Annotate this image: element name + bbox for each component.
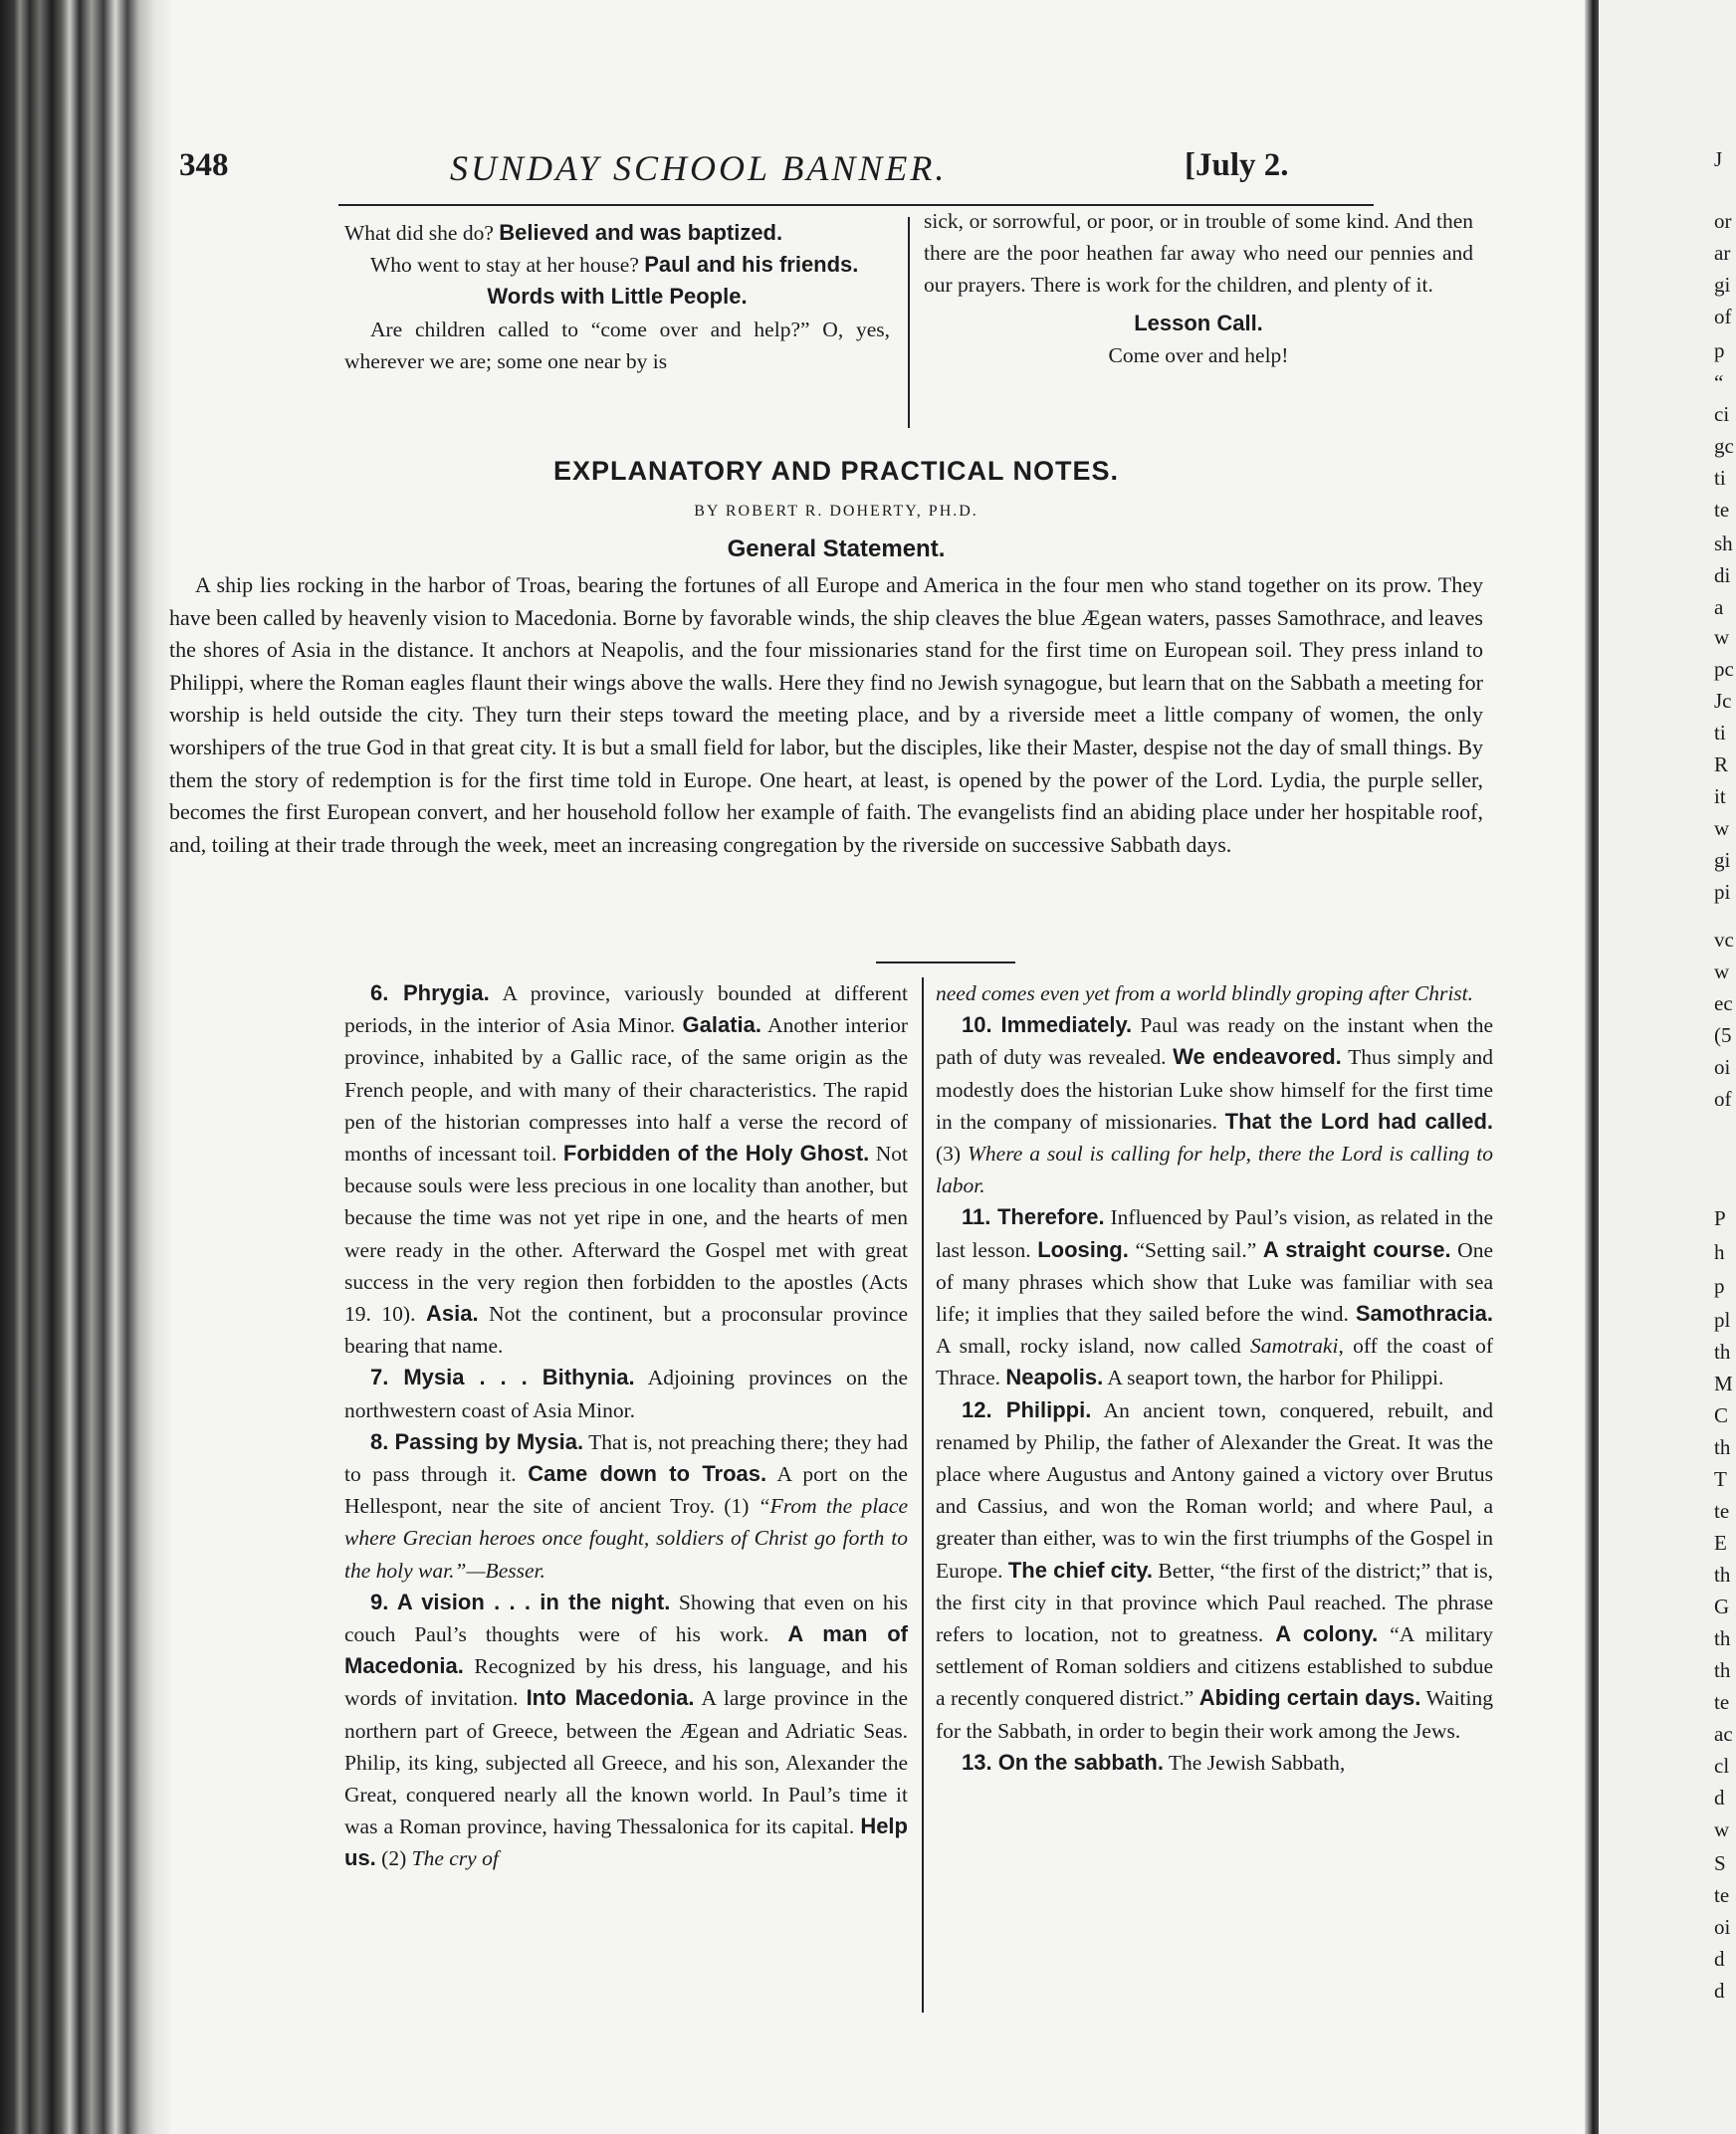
note-quote: Samotraki (1250, 1334, 1339, 1359)
note-text: (2) (375, 1846, 412, 1871)
note-text: A large province in the northern part of Greece, between the Ægean and Adriatic Seas. Philip, its king, subjected all Greece, and his son, Alexander the Great, conquered nearly all the known world. In Paul’s time it was a Roman province, having Thessalonica for its capital. (344, 1686, 908, 1839)
next-page-fragment: T (1714, 1467, 1727, 1491)
note-quote: The cry of (411, 1846, 499, 1871)
note-text: , off the coast of Thrace. (936, 1334, 1493, 1390)
next-page-fragment: pl (1714, 1308, 1731, 1332)
next-page-edge (1599, 0, 1736, 2134)
issue-date: [July 2. (1185, 147, 1289, 183)
next-page-fragment: w (1714, 625, 1730, 649)
note-verse-12 (936, 1394, 1493, 1747)
notes-title: EXPLANATORY AND PRACTICAL NOTES. (552, 456, 1120, 486)
next-page-fragment: pi (1714, 880, 1731, 904)
next-page-fragment: w (1714, 960, 1730, 983)
note-text: An ancient town, conquered, rebuilt, and renamed by Philip, the father of Alexander the Great. It was the place where Augustus and Antony gained a victory over Brutus and Cassius, and won the Roman world; and where Paul, a greater than either, was to win the first triumphs of the Gospel in Europe. (936, 1397, 1494, 1583)
next-page-fragment: vc (1714, 928, 1734, 952)
note-term: We endeavored. (1173, 1044, 1342, 1070)
next-page-fragment: gi (1714, 848, 1731, 872)
note-term: 13. On the sabbath. (962, 1749, 1164, 1775)
next-page-fragment: P (1714, 1206, 1726, 1230)
next-page-fragment: di (1714, 563, 1731, 587)
note-verse-13 (936, 1747, 1493, 1779)
next-page-fragment: te (1714, 1883, 1730, 1907)
note-text: One of many phrases which show that Luke was familiar with sea life; it implies that they sailed before the wind. (936, 1237, 1493, 1327)
note-text: Not the continent, but a proconsular province bearing that name. (344, 1302, 908, 1359)
note-term: Into Macedonia. (526, 1685, 695, 1711)
next-page-fragment: ci (1714, 402, 1730, 426)
note-term: 12. Philippi. (962, 1396, 1092, 1422)
note-quote: need comes even yet from a world blindly groping after Christ. (936, 981, 1474, 1005)
next-page-fragment: E (1714, 1531, 1727, 1555)
note-term: Asia. (426, 1301, 479, 1327)
next-page-fragment: th (1714, 1340, 1731, 1364)
page-number: 348 (179, 147, 229, 183)
note-term: A colony. (1275, 1621, 1379, 1647)
note-term: Forbidden of the Holy Ghost. (562, 1141, 870, 1167)
note-term: A man of Macedonia. (344, 1621, 909, 1679)
note-text: A small, rocky island, now called (936, 1334, 1251, 1359)
top-right-column (924, 205, 1473, 371)
next-page-fragment: p (1714, 1274, 1725, 1298)
little-people-text-continued: sick, or sorrowful, or poor, or in trouble of some kind. And then there are the poor heathen far away who need our pennies and our prayers. There is work for the children, and plenty of it. (924, 209, 1473, 298)
note-text: Better, “the first of the district;” that is, the first city in that province which Paul reached. The phrase refers to location, not to greatness. (936, 1558, 1493, 1647)
note-term: Galatia. (682, 1012, 762, 1038)
note-text: Thus simply and modestly does the historian Luke show himself for the first time in the company of missionaries. (936, 1045, 1493, 1134)
note-text: The Jewish Sabbath, (1163, 1750, 1346, 1775)
next-page-fragment: a (1714, 595, 1724, 619)
next-page-fragment: w (1714, 1817, 1730, 1841)
top-left-column (344, 217, 890, 377)
next-page-fragment: G (1714, 1595, 1730, 1618)
next-page-fragment: d (1714, 1947, 1725, 1971)
note-text: That is, not preaching there; they had to pass through it. (344, 1429, 909, 1487)
note-term: 9. A vision . . . in the night. (370, 1589, 671, 1614)
note-text: A port on the Hellespont, near the site of ancient Troy. (1) (344, 1462, 908, 1519)
note-term: 8. Passing by Mysia. (370, 1428, 584, 1454)
next-page-fragment: J (1714, 147, 1723, 171)
book-spine (0, 0, 171, 2134)
note-text: A seaport town, the harbor for Philippi. (1103, 1366, 1444, 1390)
note-term: Loosing. (1037, 1236, 1129, 1262)
next-page-fragment: S (1714, 1851, 1726, 1875)
notes-byline: BY ROBERT R. DOHERTY, PH.D. (694, 503, 978, 520)
little-people-heading: Words with Little People. (487, 284, 748, 310)
note-text: Another interior province, inhabited by a Gallic race, of the same origin as the French people, and with many of their characteristics. The rapid pen of the historian compresses into half a verse the record of months of incessant toil. (344, 1013, 908, 1167)
note-text: A province, variously bounded at different periods, in the interior of Asia Minor. (344, 981, 908, 1038)
next-page-fragment: ar (1714, 241, 1731, 265)
note-verse-9 (344, 1587, 908, 1875)
note-text: Waiting for the Sabbath, in order to begin their work among the Jews. (936, 1686, 1493, 1743)
lesson-call-text: Come over and help! (1108, 342, 1289, 367)
note-term: Abiding certain days. (1198, 1685, 1421, 1711)
little-people-text: Are children called to “come over and help?” O, yes, wherever we are; some one near by is (344, 317, 890, 373)
general-statement-heading: General Statement. (727, 535, 946, 562)
next-page-fragment: ti (1714, 721, 1726, 745)
column-divider (908, 217, 910, 428)
next-page-fragment: te (1714, 1499, 1730, 1523)
note-term: 11. Therefore. (962, 1204, 1105, 1230)
next-page-fragment: w (1714, 816, 1730, 840)
section-rule (876, 961, 1015, 963)
note-text: Adjoining provinces on the northwestern coast of Asia Minor. (344, 1366, 908, 1422)
note-term: A straight course. (1262, 1236, 1451, 1262)
note-verse-7 (344, 1362, 908, 1425)
next-page-fragment: R (1714, 752, 1729, 776)
next-page-fragment: d (1714, 1786, 1725, 1810)
note-text: Recognized by his dress, his language, and his words of invitation. (344, 1654, 908, 1711)
next-page-fragment: M (1714, 1372, 1733, 1395)
next-page-fragment: th (1714, 1435, 1731, 1459)
note-verse-6 (344, 977, 908, 1362)
next-page-fragment: th (1714, 1563, 1731, 1587)
note-term: Neapolis. (1005, 1365, 1104, 1390)
note-text: Influenced by Paul’s vision, as related in the last lesson. (936, 1205, 1493, 1262)
note-term: 10. Immediately. (962, 1012, 1133, 1038)
next-page-fragment: th (1714, 1626, 1731, 1650)
next-page-fragment: C (1714, 1403, 1729, 1427)
answer: Paul and his friends. (644, 252, 859, 278)
note-quote: “From the place where Grecian heroes once fought, soldiers of Christ go forth to the holy war.”—Besser. (344, 1494, 908, 1583)
question: What did she do? (344, 221, 494, 245)
notes-left-column (344, 977, 908, 1875)
answer: Believed and was baptized. (499, 220, 783, 245)
note-text: “Setting sail.” (1128, 1237, 1263, 1262)
next-page-fragment: “ (1714, 370, 1724, 394)
next-page-fragment: h (1714, 1240, 1725, 1264)
note-term: 6. Phrygia. (370, 980, 490, 1005)
next-page-fragment: gc (1714, 434, 1734, 458)
column-divider (922, 977, 924, 2013)
question: Who went to stay at her house? (370, 253, 639, 278)
note-quote: Where a soul is calling for help, there the Lord is calling to labor. (936, 1142, 1493, 1198)
note-term: Samothracia. (1355, 1301, 1493, 1327)
page-gutter (1585, 0, 1599, 2134)
note-verse-11 (936, 1201, 1493, 1393)
note-term: Came down to Troas. (528, 1461, 767, 1487)
general-statement-text: A ship lies rocking in the harbor of Troas, bearing the fortunes of all Europe and America in the four men who stand together on its prow. They have been called by heavenly vision to Macedonia. Borne by favorable winds, the ship cleaves the blue Ægean waters, passes Samothrace, and leaves the shores of Asia in the distance. It anchors at Neapolis, and the four missionaries stand for the first time on European soil. They press inland to Philippi, where the Roman eagles flaunt their wings above the walls. Here they find no Jewish synagogue, but learn that on the Sabbath a meeting for worship is held outside the city. They turn their steps toward the meeting place, and by a riverside meet a little company of women, the only worshipers of the true God in that great city. It is but a small field for labor, but the disciples, like their Master, despise not the day of small things. By them the story of redemption is for the first time told in Europe. One heart, at least, is opened by the power of the Lord. Lydia, the purple seller, becomes the first European convert, and her household follow her example of faith. The evangelists find an abiding place under her hospitable roof, and, toiling at their trade through the week, meet an increasing congregation by the riverside on successive Sabbath days. (169, 572, 1483, 857)
note-verse-8 (344, 1426, 908, 1587)
next-page-fragment: it (1714, 784, 1726, 808)
next-page-fragment: ti (1714, 466, 1726, 490)
journal-title: SUNDAY SCHOOL BANNER. (450, 148, 948, 188)
note-term: The chief city. (1007, 1557, 1153, 1583)
next-page-fragment: Jc (1714, 689, 1732, 713)
next-page-fragment: (5 (1714, 1023, 1732, 1047)
note-text: Showing that even on his couch Paul’s thoughts were of his work. (344, 1590, 909, 1647)
next-page-fragment: oi (1714, 1915, 1731, 1939)
next-page-fragment: te (1714, 1690, 1730, 1714)
next-page-fragment: gi (1714, 273, 1731, 297)
note-text: Paul was ready on the instant when the path of duty was revealed. (936, 1013, 1493, 1070)
next-page-fragment: or (1714, 209, 1732, 233)
next-page-fragment: d (1714, 1979, 1725, 2003)
next-page-fragment: pc (1714, 657, 1734, 681)
next-page-fragment: oi (1714, 1055, 1731, 1079)
note-term: 7. Mysia . . . Bithynia. (370, 1365, 635, 1390)
next-page-fragment: te (1714, 498, 1730, 522)
note-text: Not because souls were less precious in one locality than another, but because the time was not yet ripe in one, and the hearts of men were ready in the other. Afterward the Gospel met with great success in the very region then forbidden to the apostles (Acts 19. 10). (344, 1142, 908, 1327)
next-page-fragment: ac (1714, 1722, 1733, 1746)
note-term: Help us. (344, 1814, 908, 1871)
note-verse-10 (936, 1009, 1493, 1201)
next-page-fragment: th (1714, 1658, 1731, 1682)
next-page-fragment: of (1714, 1087, 1732, 1111)
next-page-fragment: sh (1714, 532, 1733, 555)
running-header (179, 147, 1493, 197)
next-page-fragment: of (1714, 305, 1732, 328)
next-page-fragment: cl (1714, 1754, 1730, 1778)
next-page-fragment: ec (1714, 991, 1733, 1015)
note-text: (3) (936, 1142, 968, 1167)
note-text: “A military settlement of Roman soldiers and citizens established to subdue a recently conquered district.” (936, 1622, 1493, 1711)
notes-right-column (936, 977, 1493, 1779)
lesson-call-heading: Lesson Call. (1134, 310, 1263, 335)
next-page-fragment: p (1714, 338, 1725, 362)
note-term: That the Lord had called. (1224, 1108, 1494, 1134)
